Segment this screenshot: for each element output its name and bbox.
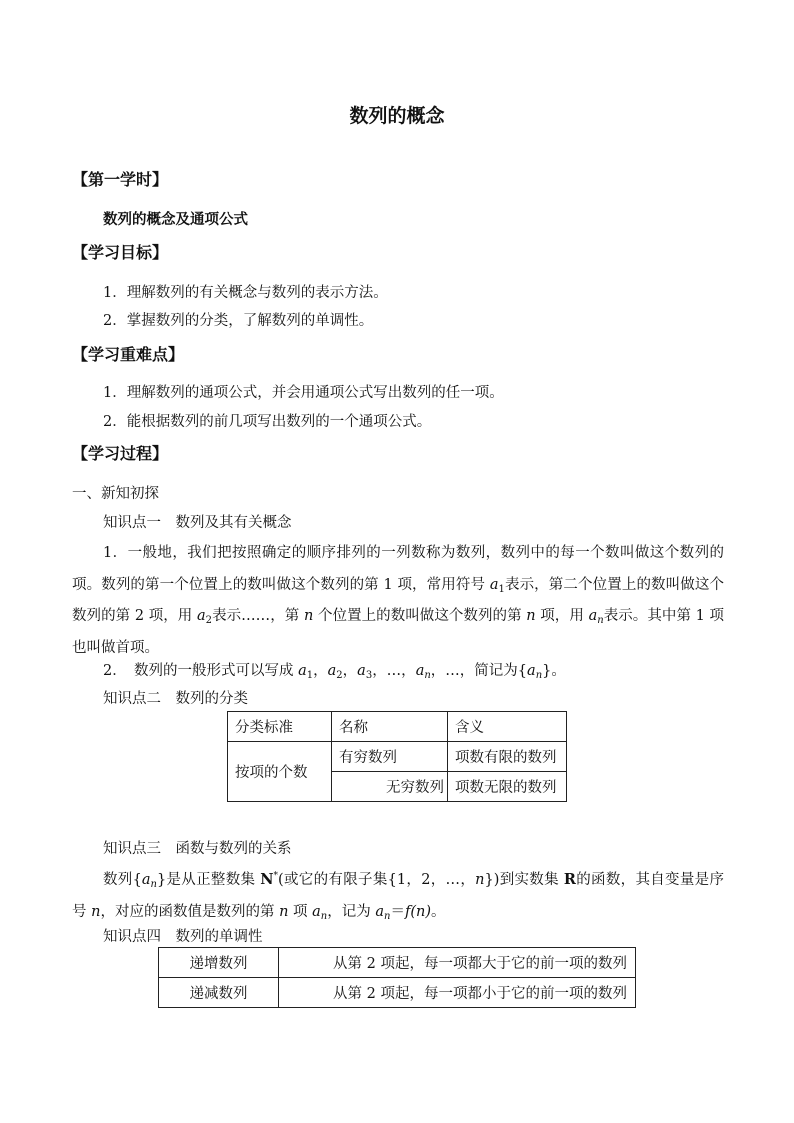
table-row [159,978,636,1008]
table-row [228,742,567,772]
knowledge-point-2-heading: 知识点二 数列的分类 [103,691,248,707]
table-cell-meaning: 项数有限的数列 [448,742,567,772]
sequence-general-form: 2． 数列的一般形式可以写成 $a_1$，$a_2$，$a_3$，…，$a_n$，…，简记为$\{a_n\}$。 [103,663,566,681]
table-cell-name: 无穷数列 [332,772,448,802]
table-cell-name: 递减数列 [159,978,279,1008]
table-cell-meaning: 项数无限的数列 [448,772,567,802]
goals-heading: 【学习目标】 [72,243,169,262]
table-header-cell: 含义 [448,712,567,742]
knowledge-point-1-paragraph: 1．一般地，我们把按照确定的顺序排列的一列数称为数列，数列中的每一个数叫做这个数列的项。数列的第一个位置上的数叫做这个数列的第 1 项，常用符号 $a_1$表示，第二个位置上的数叫做这个数列的第 2 项，用 $a_2$表示……，第 n 个位置上的数叫做这个数列的第 n 项，用 $a_n$表示。其中第 1 项也叫做首项。 [72,545,725,656]
table-cell-meaning: 从第 2 项起，每一项都小于它的前一项的数列 [279,978,636,1008]
knowledge-point-1-heading: 知识点一 数列及其有关概念 [103,515,292,531]
table-cell-criterion: 按项的个数 [228,742,332,802]
table-header-row [228,712,567,742]
table-cell-name: 有穷数列 [332,742,448,772]
table-header-cell: 名称 [332,712,448,742]
table-row [159,948,636,978]
key-point-item-2: 2．能根据数列的前几项写出数列的一个通项公式。 [103,414,432,430]
page-title: 数列的概念 [349,105,445,127]
table-header-cell: 分类标准 [228,712,332,742]
section-heading-first-period: 【第一学时】 [72,170,169,189]
table-cell-meaning: 从第 2 项起，每一项都大于它的前一项的数列 [279,948,636,978]
process-heading: 【学习过程】 [72,444,169,463]
part-heading-new-knowledge: 一、新知初探 [72,486,159,502]
goal-item-2: 2．掌握数列的分类，了解数列的单调性。 [103,313,374,329]
classification-table [227,711,567,802]
monotonicity-table [158,947,636,1008]
knowledge-point-4-heading: 知识点四 数列的单调性 [103,929,263,945]
knowledge-point-3-paragraph: 数列$\{a_n\}$是从正整数集 N*(或它的有限子集{1，2，…，n})到实数集 R的函数，其自变量是序号 n，对应的函数值是数列的第 n 项 $a_n$，记为 $a_n=f(n)$。 [72,871,724,922]
section-subtitle: 数列的概念及通项公式 [103,211,248,228]
key-point-item-1: 1．理解数列的通项公式，并会用通项公式写出数列的任一项。 [103,385,504,401]
knowledge-point-3-heading: 知识点三 函数与数列的关系 [103,841,292,857]
key-points-heading: 【学习重难点】 [72,345,185,364]
goal-item-1: 1．理解数列的有关概念与数列的表示方法。 [103,285,388,301]
table-cell-name: 递增数列 [159,948,279,978]
